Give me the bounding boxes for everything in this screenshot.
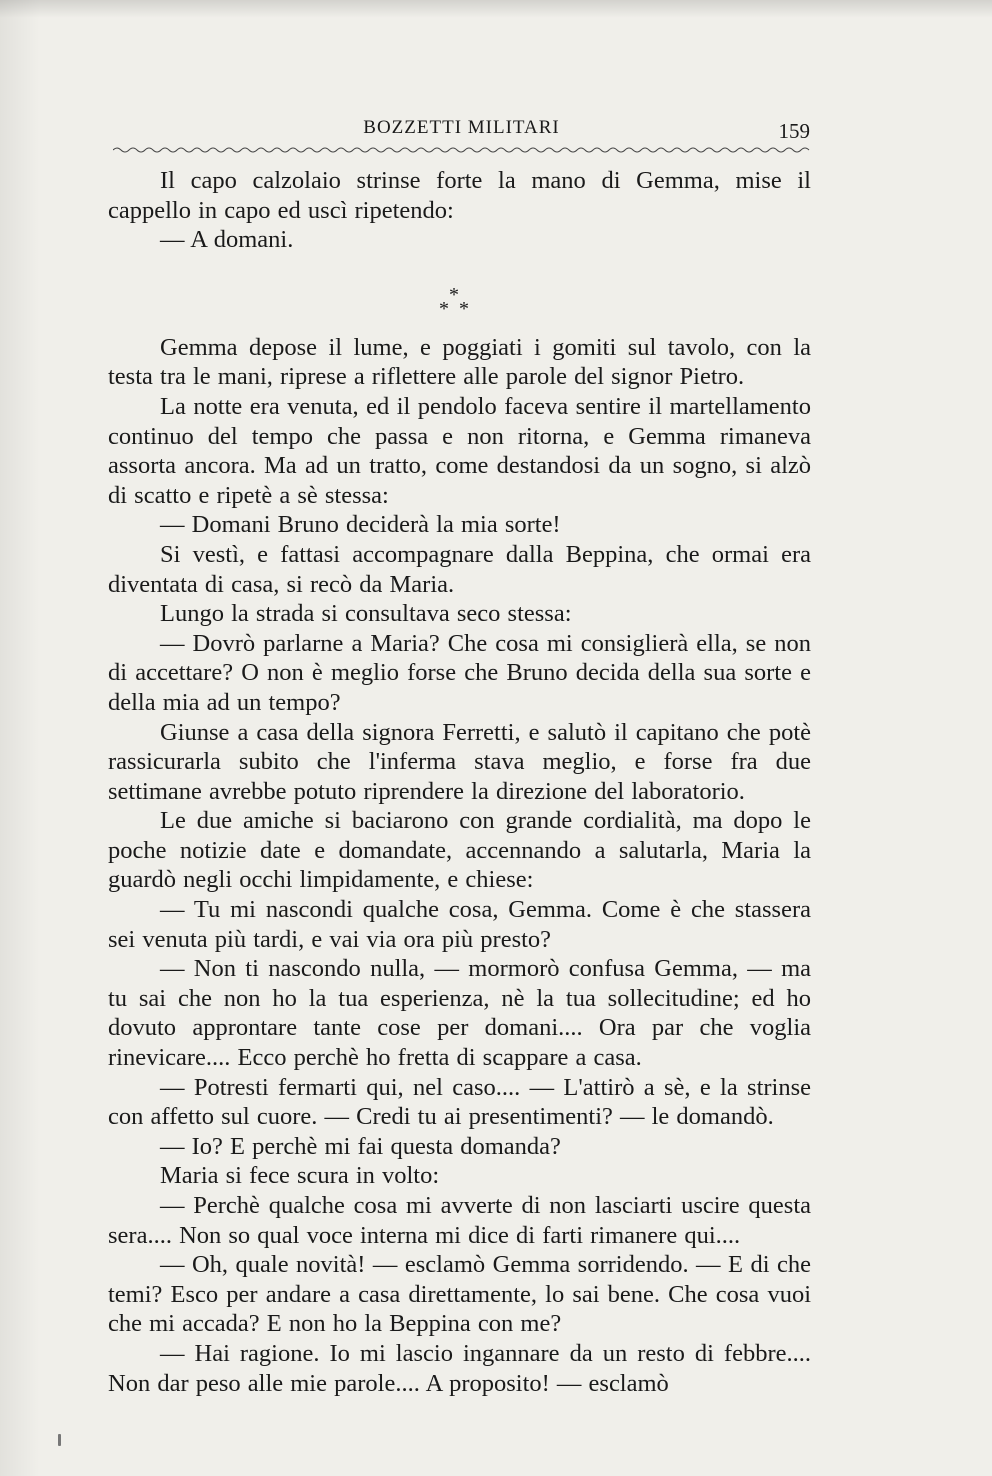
asterism-star: * <box>459 297 469 320</box>
paragraph: — Dovrò parlarne a Maria? Che cosa mi consiglierà ella, se non di accettare? O non è meglio forse che Bruno decida della sua sorte e della mia ad un tempo? <box>108 629 811 716</box>
running-header <box>113 117 810 147</box>
paragraph: — Potresti fermarti qui, nel caso.... — L'attirò a sè, e la strinse con affetto sul cuore. — Credi tu ai presentimenti? — le domandò. <box>108 1073 811 1131</box>
paragraph: Lungo la strada si consultava seco stessa: <box>160 600 572 628</box>
paragraph: Si vestì, e fattasi accompagnare dalla Beppina, che ormai era diventata di casa, si recò da Maria. <box>108 540 811 598</box>
paragraph: — Io? E perchè mi fai questa domanda? <box>160 1132 561 1160</box>
page-number: 159 <box>778 119 810 143</box>
section-break-asterism <box>108 255 811 333</box>
running-title: BOZZETTI MILITARI <box>363 117 560 138</box>
paragraph: Il capo calzolaio strinse forte la mano di Gemma, mise il cappello in capo ed uscì ripetendo: <box>108 167 811 224</box>
wavy-header-rule <box>113 146 810 160</box>
paragraph: Gemma depose il lume, e poggiati i gomiti sul tavolo, con la testa tra le mani, riprese a riflettere alle parole del signor Pietro. <box>108 333 811 391</box>
paragraph: Giunse a casa della signora Ferretti, e salutò il capitano che potè rassicurarla subito che l'inferma stava meglio, e forse fra due settimane avrebbe potuto riprendere la direzione del laboratorio. <box>108 718 811 805</box>
paragraph: — Non ti nascondo nulla, — mormorò confusa Gemma, — ma tu sai che non ho la tua esperienza, nè la tua sollecitudine; ed ho dovuto approntare tante cose per domani.... Ora par che voglia rinevicare.... Ecco perchè ho fretta di scappare a casa. <box>108 955 811 1072</box>
paragraph: — Oh, quale novità! — esclamò Gemma sorridendo. — E di che temi? Esco per andare a casa direttamente, lo sai bene. Che cosa vuoi che mi accada? E non ho la Beppina con me? <box>108 1251 811 1338</box>
paragraph: — A domani. <box>160 226 294 254</box>
paragraph: — Tu mi nascondi qualche cosa, Gemma. Come è che stassera sei venuta più tardi, e vai via ora più presto? <box>108 896 811 953</box>
paragraph: Le due amiche si baciarono con grande cordialità, ma dopo le poche notizie date e domandate, accennando a salutarla, Maria la guardò negli occhi limpidamente, e chiese: <box>108 807 811 894</box>
paragraph: — Domani Bruno deciderà la mia sorte! <box>160 511 561 539</box>
paragraph: — Perchè qualche cosa mi avverte di non lasciarti uscire questa sera.... Non so qual voce interna mi dice di farti rimanere qui.... <box>108 1192 811 1249</box>
paragraph: — Hai ragione. Io mi lascio ingannare da un resto di febbre.... Non dar peso alle mie parole.... A proposito! — esclamò <box>108 1339 811 1397</box>
asterism-star: * <box>449 283 459 306</box>
margin-ink-mark <box>58 1434 61 1446</box>
body-text <box>108 166 811 1398</box>
paragraph: Maria si fece scura in volto: <box>160 1162 440 1190</box>
asterism-star: * <box>439 297 449 320</box>
paragraph: La notte era venuta, ed il pendolo faceva sentire il martellamento continuo del tempo che passa e non ritorna, e Gemma rimaneva assorta ancora. Ma ad un tratto, come destandosi da un sogno, si alzò di scatto e ripetè a sè stessa: <box>108 392 811 509</box>
